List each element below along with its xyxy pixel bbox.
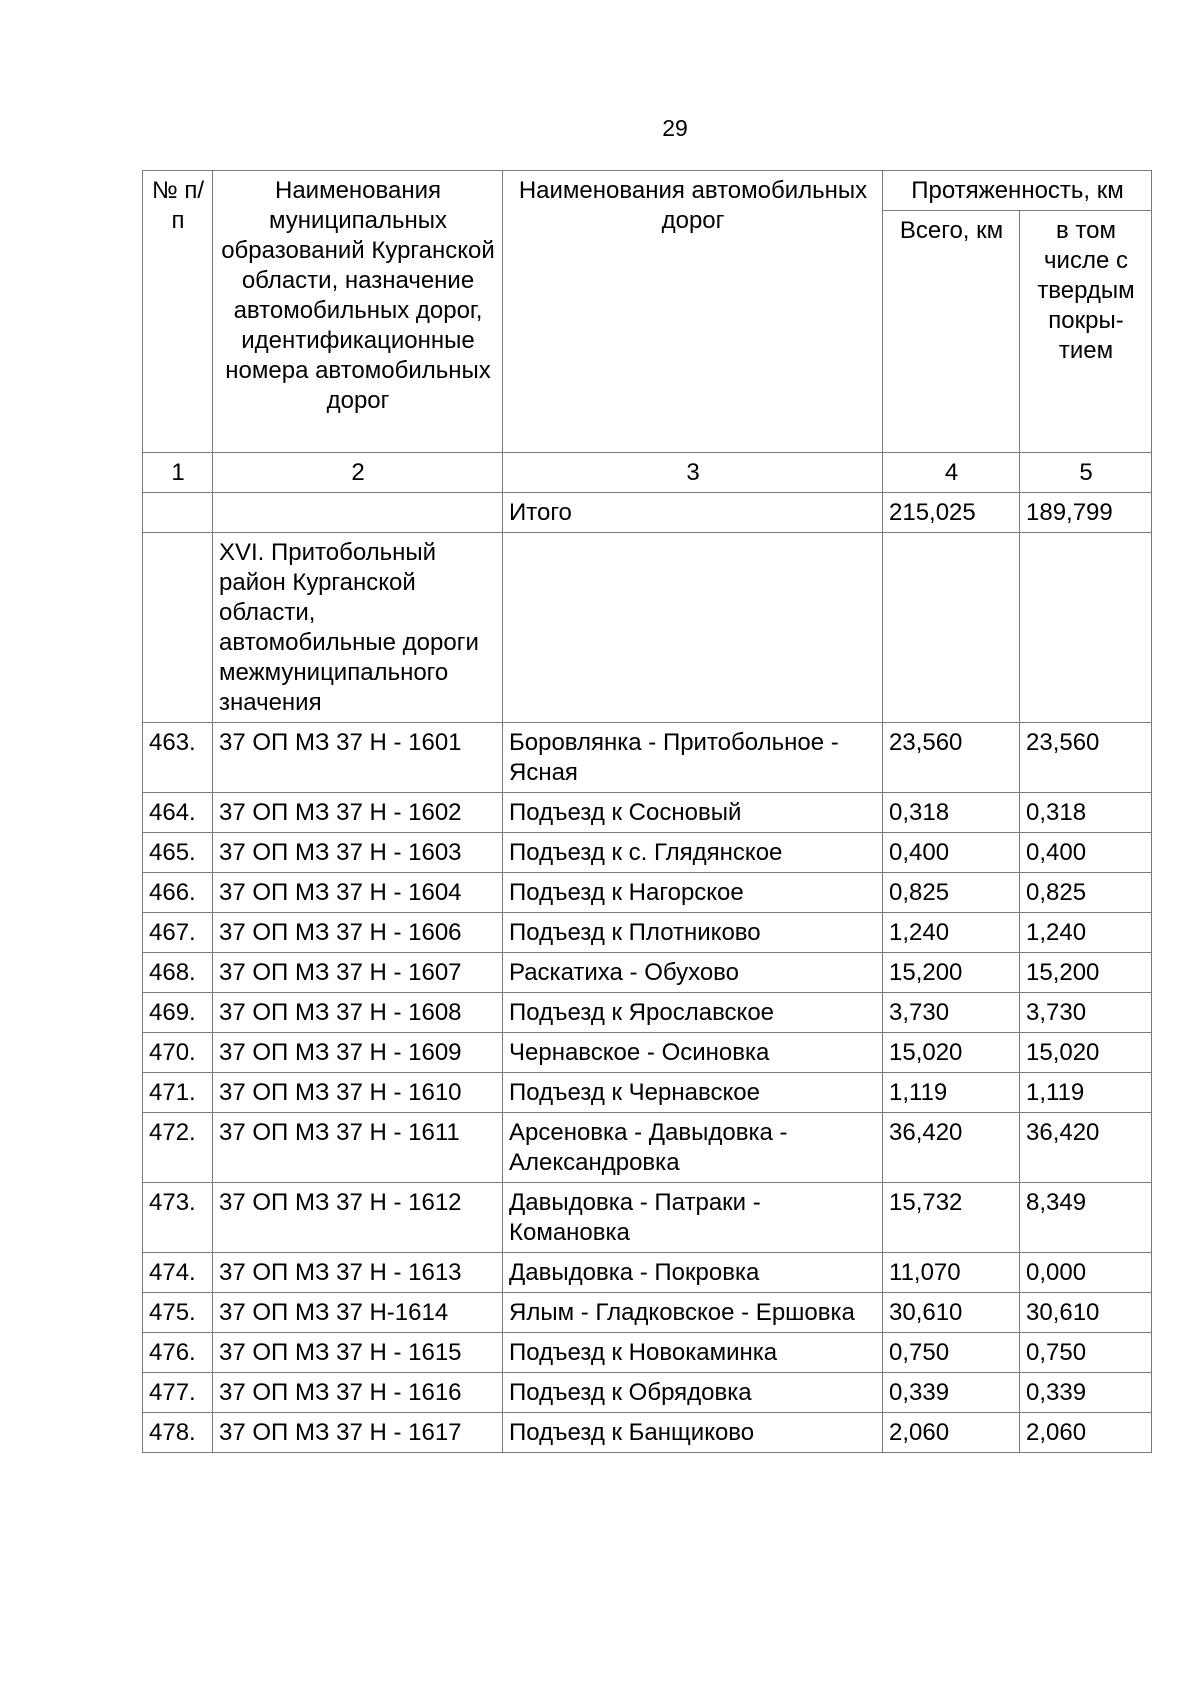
length-total: 1,119 [883,1073,1020,1113]
length-total: 3,730 [883,993,1020,1033]
length-hard-surface: 15,200 [1020,953,1152,993]
length-hard-surface: 0,400 [1020,833,1152,873]
table-row [143,1333,1152,1373]
road-name: Подъезд к с. Глядянское [503,833,883,873]
header-col-total: Всего, км [883,211,1020,453]
road-name: Подъезд к Банщиково [503,1413,883,1453]
table-row [143,1293,1152,1333]
length-hard-surface: 30,610 [1020,1293,1152,1333]
header-length-group: Протяженность, км [883,171,1152,211]
roads-table [142,170,1152,1453]
length-total: 2,060 [883,1413,1020,1453]
length-hard-surface: 23,560 [1020,723,1152,793]
road-name: Подъезд к Ярославское [503,993,883,1033]
row-number: 475. [143,1293,213,1333]
table-row [143,833,1152,873]
table-row [143,1073,1152,1113]
row-number: 472. [143,1113,213,1183]
length-hard-surface: 0,750 [1020,1333,1152,1373]
table-row [143,1033,1152,1073]
road-id: 37 ОП МЗ 37 Н - 1611 [213,1113,503,1183]
header-col-number: № п/п [143,171,213,453]
length-hard-surface: 15,020 [1020,1033,1152,1073]
road-name: Боровлянка - Притобольное - Ясная [503,723,883,793]
table-row [143,723,1152,793]
road-name: Подъезд к Плотниково [503,913,883,953]
road-name: Ялым - Гладковское - Ершовка [503,1293,883,1333]
total-row-hard-km: 189,799 [1020,493,1152,533]
road-id: 37 ОП МЗ 37 Н - 1609 [213,1033,503,1073]
length-total: 0,400 [883,833,1020,873]
table-row [143,953,1152,993]
road-name: Подъезд к Новокаминка [503,1333,883,1373]
length-total: 15,200 [883,953,1020,993]
road-id: 37 ОП МЗ 37 Н - 1602 [213,793,503,833]
row-number: 469. [143,993,213,1033]
length-hard-surface: 0,825 [1020,873,1152,913]
header-col-road-name: Наименования автомобильных дорог [503,171,883,453]
row-number: 463. [143,723,213,793]
length-total: 0,750 [883,1333,1020,1373]
length-hard-surface: 1,119 [1020,1073,1152,1113]
road-name: Подъезд к Нагорское [503,873,883,913]
section-row-total-km [883,533,1020,723]
length-total: 0,318 [883,793,1020,833]
length-hard-surface: 36,420 [1020,1113,1152,1183]
road-name: Чернавское - Осиновка [503,1033,883,1073]
page-number: 29 [662,115,688,141]
road-id: 37 ОП МЗ 37 Н - 1606 [213,913,503,953]
road-name: Подъезд к Сосновый [503,793,883,833]
road-name: Подъезд к Обрядовка [503,1373,883,1413]
length-total: 23,560 [883,723,1020,793]
road-name: Давыдовка - Патраки - Комановка [503,1183,883,1253]
header-col-hard-surface: в том числе с твердым покры-тием [1020,211,1152,453]
column-number: 2 [213,453,503,493]
road-id: 37 ОП МЗ 37 Н - 1610 [213,1073,503,1113]
row-number: 477. [143,1373,213,1413]
row-number: 471. [143,1073,213,1113]
column-numbers-row [143,453,1152,493]
section-row-road-name [503,533,883,723]
table-row [143,1253,1152,1293]
length-hard-surface: 2,060 [1020,1413,1152,1453]
length-total: 11,070 [883,1253,1020,1293]
section-title: XVI. Притобольный район Курганской области, автомобильные дороги межмуниципального значения [213,533,503,723]
length-hard-surface: 0,318 [1020,793,1152,833]
length-hard-surface: 8,349 [1020,1183,1152,1253]
table-row [143,913,1152,953]
road-name: Давыдовка - Покровка [503,1253,883,1293]
road-id: 37 ОП МЗ 37 Н - 1607 [213,953,503,993]
column-number: 1 [143,453,213,493]
section-row-hard-km [1020,533,1152,723]
road-id: 37 ОП МЗ 37 Н - 1601 [213,723,503,793]
length-total: 15,732 [883,1183,1020,1253]
length-total: 36,420 [883,1113,1020,1183]
table-row [143,1373,1152,1413]
road-id: 37 ОП МЗ 37 Н - 1603 [213,833,503,873]
header-row [143,171,1152,211]
length-total: 15,020 [883,1033,1020,1073]
row-number: 478. [143,1413,213,1453]
row-number: 465. [143,833,213,873]
road-id: 37 ОП МЗ 37 Н - 1616 [213,1373,503,1413]
row-number: 468. [143,953,213,993]
row-number: 467. [143,913,213,953]
table-row [143,873,1152,913]
table-row [143,1413,1152,1453]
length-hard-surface: 1,240 [1020,913,1152,953]
table-row [143,993,1152,1033]
road-id: 37 ОП МЗ 37 Н - 1604 [213,873,503,913]
section-row [143,533,1152,723]
total-row-municipality [213,493,503,533]
road-id: 37 ОП МЗ 37 Н - 1612 [213,1183,503,1253]
road-name: Подъезд к Чернавское [503,1073,883,1113]
road-name: Арсеновка - Давыдовка - Александровка [503,1113,883,1183]
table-row [143,1183,1152,1253]
row-number: 476. [143,1333,213,1373]
road-id: 37 ОП МЗ 37 Н - 1617 [213,1413,503,1453]
table-row [143,793,1152,833]
row-number: 473. [143,1183,213,1253]
row-number: 470. [143,1033,213,1073]
total-row-total-km: 215,025 [883,493,1020,533]
length-total: 1,240 [883,913,1020,953]
column-number: 5 [1020,453,1152,493]
length-hard-surface: 3,730 [1020,993,1152,1033]
road-id: 37 ОП МЗ 37 Н-1614 [213,1293,503,1333]
header-col-municipality: Наименования муниципальных образований Курганской области, назначение автомобильных дорог, идентификационные номера автомобильных дорог [213,171,503,453]
length-hard-surface: 0,000 [1020,1253,1152,1293]
road-id: 37 ОП МЗ 37 Н - 1608 [213,993,503,1033]
length-hard-surface: 0,339 [1020,1373,1152,1413]
column-number: 4 [883,453,1020,493]
road-id: 37 ОП МЗ 37 Н - 1613 [213,1253,503,1293]
row-number: 466. [143,873,213,913]
total-row-number [143,493,213,533]
column-number: 3 [503,453,883,493]
row-number: 464. [143,793,213,833]
table-row [143,1113,1152,1183]
section-row-number [143,533,213,723]
road-id: 37 ОП МЗ 37 Н - 1615 [213,1333,503,1373]
row-number: 474. [143,1253,213,1293]
length-total: 0,339 [883,1373,1020,1413]
total-row [143,493,1152,533]
length-total: 0,825 [883,873,1020,913]
length-total: 30,610 [883,1293,1020,1333]
total-row-label: Итого [503,493,883,533]
road-name: Раскатиха - Обухово [503,953,883,993]
